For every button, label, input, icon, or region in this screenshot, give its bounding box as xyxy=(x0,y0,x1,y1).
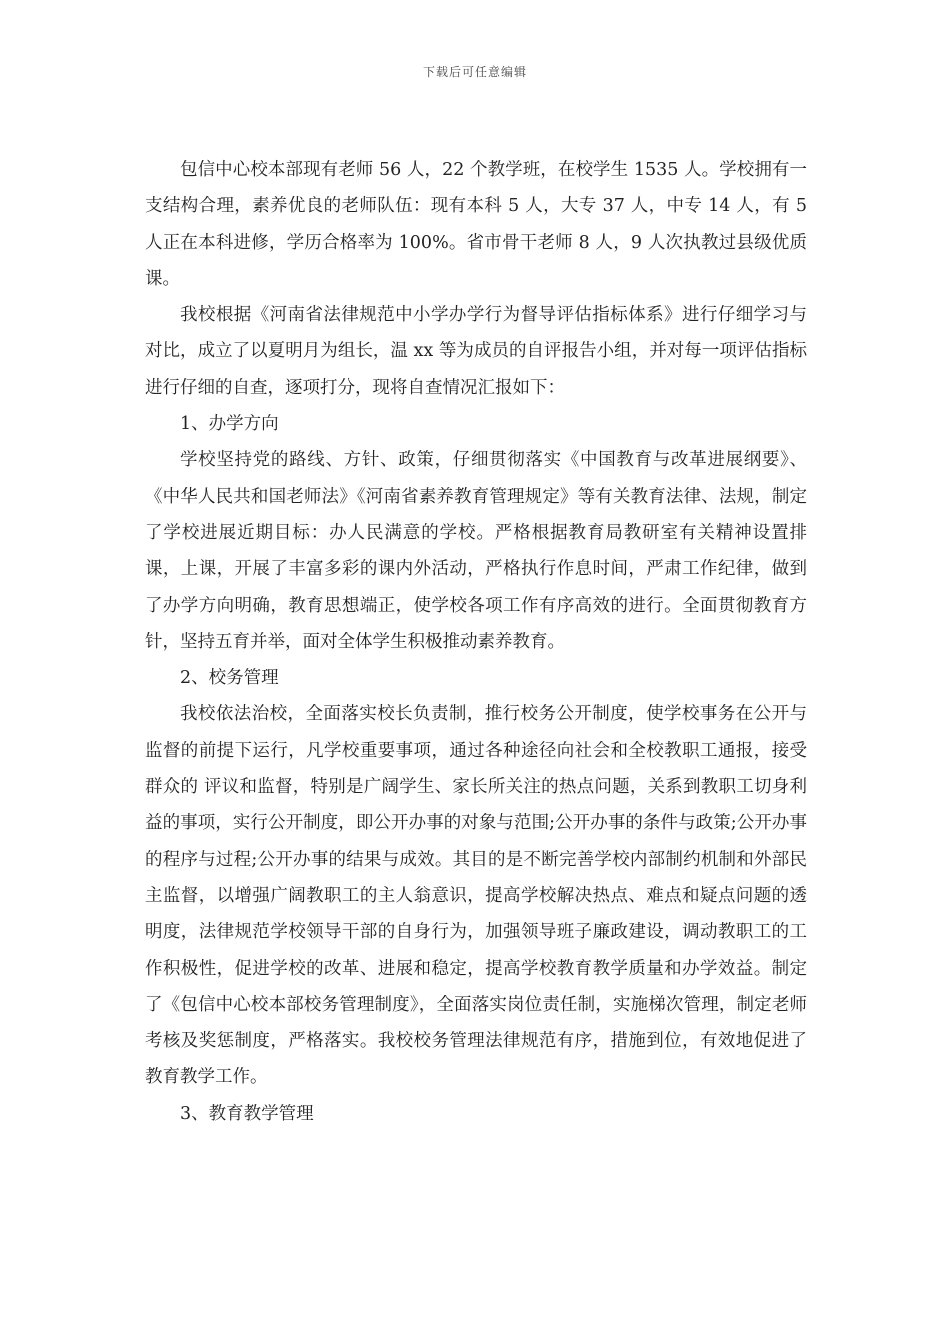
section-heading-3: 3、教育教学管理 xyxy=(180,1103,314,1124)
paragraph-school-affairs: 我校依法治校，全面落实校长负责制，推行校务公开制度，使学校事务在公开与监督的前提下运行，凡学校重要事项，通过各种途径向社会和全校教职工通报，接受群众的 评议和监督，特别是广阔学生、家长所关注的热点问题，关系到教职工切身利益的事项，实行公开制度，即公开办事的对象与范围;公开办事的条件与政策;公开办事的程序与过程;公开办事的结果与成效。其目的是不断完善学校内部制约机制和外部民主监督，以增强广阔教职工的主人翁意识，提高学校解决热点、难点和疑点问题的透明度，法律规范学校领导干部的自身行为，加强领导班子廉政建设，调动教职工的工作积极性，促进学校的改革、进展和稳定，提高学校教育教学质量和办学效益。制定了《包信中心校本部校务管理制度》，全面落实岗位责任制，实施梯次管理，制定老师考核及奖惩制度，严格落实。我校校务管理法律规范有序，措施到位，有效地促进了教育教学工作。 xyxy=(145,704,807,1088)
section-heading-1: 1、办学方向 xyxy=(180,414,279,435)
paragraph-school-direction: 学校坚持党的路线、方针、政策，仔细贯彻落实《中国教育与改革进展纲要》、《中华人民共和国老师法》《河南省素养教育管理规定》等有关教育法律、法规，制定了学校进展近期目标：办人民满意的学校。严格根据教育局教研室有关精神设置排课，上课，开展了丰富多彩的课内外活动，严格执行作息时间，严肃工作纪律，做到了办学方向明确，教育思想端正，使学校各项工作有序高效的进行。全面贯彻教育方针，坚持五育并举，面对全体学生积极推动素养教育。 xyxy=(145,450,807,652)
section-heading-2: 2、校务管理 xyxy=(180,668,279,689)
page-header: 下载后可任意编辑 xyxy=(422,65,527,79)
paragraph-school-overview: 包信中心校本部现有老师 56 人，22 个教学班，在校学生 1535 人。学校拥有一支结构合理，素养优良的老师队伍：现有本科 5 人，大专 37 人，中专 14 人，有 5 人正在本科进修，学历合格率为 100%。省市骨干老师 8 人，9 人次执教过县级优质课。 xyxy=(145,160,807,289)
document-body xyxy=(145,152,807,1132)
paragraph-self-assessment: 我校根据《河南省法律规范中小学办学行为督导评估指标体系》进行仔细学习与对比，成立了以夏明月为组长，温 xx 等为成员的自评报告小组，并对每一项评估指标进行仔细的自查，逐项打分，现将自查情况汇报如下： xyxy=(145,305,807,398)
